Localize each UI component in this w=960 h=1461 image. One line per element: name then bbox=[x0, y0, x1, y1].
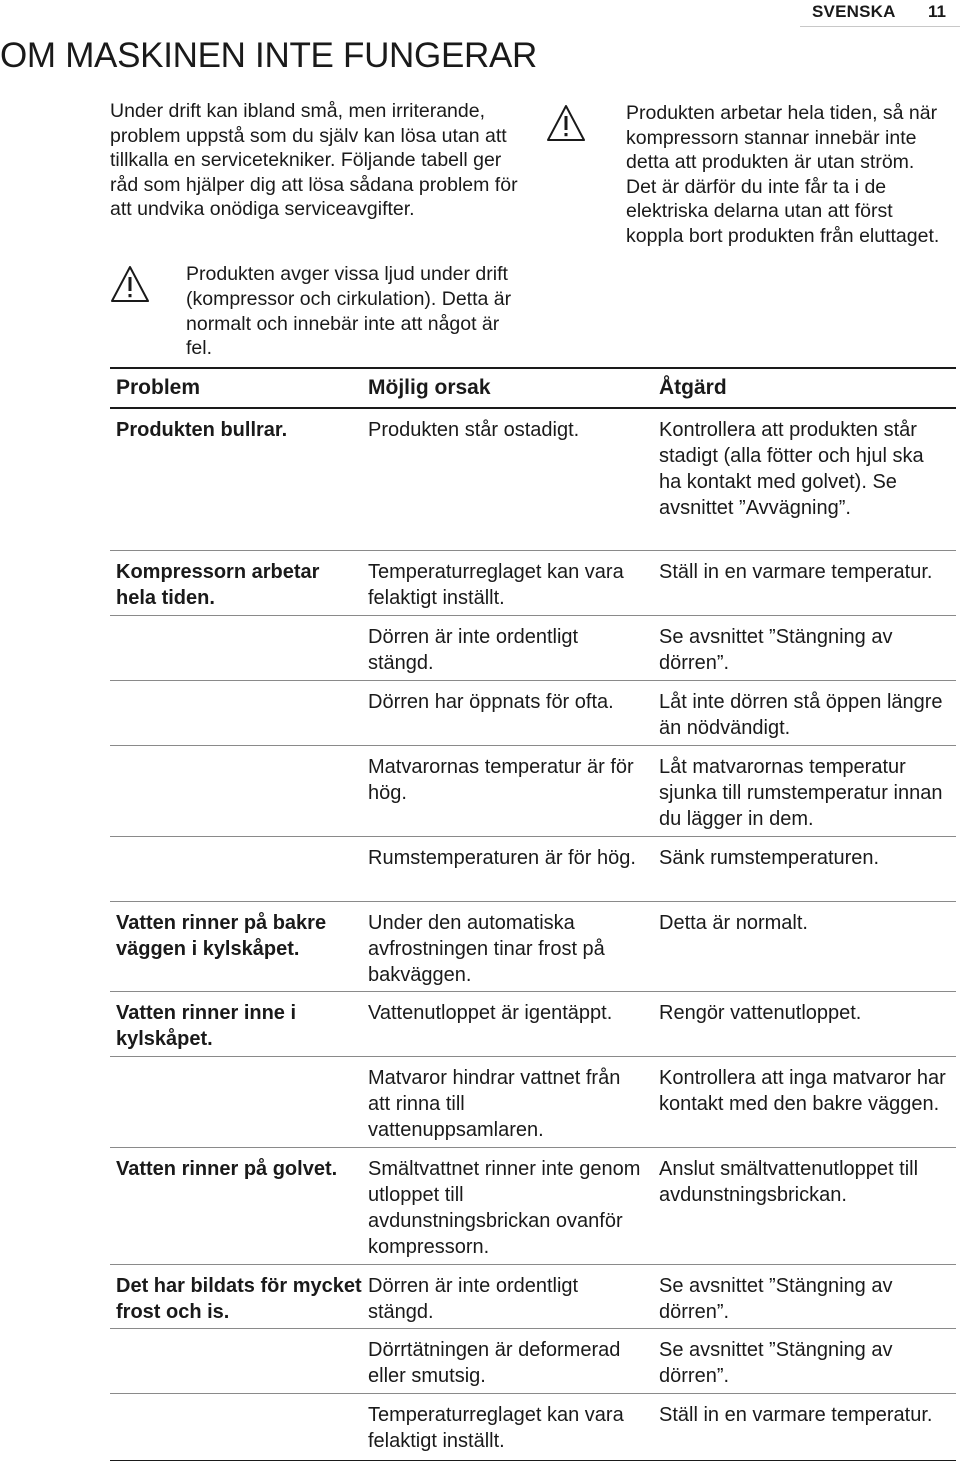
problem-cell: Produkten bullrar. bbox=[116, 419, 288, 441]
table-row bbox=[110, 407, 956, 550]
problem-cell: Vatten rinner inne i kylskåpet. bbox=[116, 1002, 297, 1050]
table-row bbox=[110, 1393, 956, 1461]
warning-triangle-icon bbox=[110, 265, 150, 303]
problem-cell: Det har bildats för mycket frost och is. bbox=[116, 1275, 362, 1323]
action-cell: Kontrollera att inga matvaror har kontakt med den bakre väggen. bbox=[659, 1067, 946, 1115]
problem-cell bbox=[110, 1394, 362, 1460]
action-cell: Kontrollera att produkten står stadigt (alla fötter och hjul ska ha kontakt med golvet). Se avsnittet ”Avvägning”. bbox=[659, 419, 924, 519]
table-row bbox=[110, 1328, 956, 1393]
cause-cell: Under den automatiska avfrostningen tinar frost på bakväggen. bbox=[368, 912, 605, 986]
cause-cell: Matvaror hindrar vattnet från att rinna till vattenuppsamlaren. bbox=[368, 1067, 621, 1141]
action-cell: Anslut smältvattenutloppet till avdunstningsbrickan. bbox=[659, 1158, 919, 1206]
problem-cell bbox=[110, 681, 362, 745]
warning-noise-text: Produkten avger vissa ljud under drift (kompressor och cirkulation). Detta är normalt och innebär inte att något är fel. bbox=[186, 263, 512, 360]
table-row bbox=[110, 1056, 956, 1147]
cause-cell: Dörrtätningen är deformerad eller smutsig. bbox=[368, 1339, 621, 1387]
problem-cell: Kompressorn arbetar hela tiden. bbox=[116, 561, 320, 609]
table-header-row bbox=[110, 367, 956, 407]
table-row bbox=[110, 901, 956, 991]
problem-cell bbox=[110, 1057, 362, 1147]
page-title: OM MASKINEN INTE FUNGERAR bbox=[0, 36, 537, 75]
troubleshooting-table bbox=[110, 367, 956, 1461]
problem-cell bbox=[110, 746, 362, 836]
table-row bbox=[110, 1147, 956, 1264]
problem-cell: Vatten rinner på bakre väggen i kylskåpet. bbox=[116, 912, 327, 960]
table-row bbox=[110, 550, 956, 615]
header-language: SVENSKA bbox=[812, 2, 896, 21]
action-cell: Sänk rumstemperaturen. bbox=[659, 847, 880, 869]
action-cell: Låt inte dörren stå öppen längre än nödvändigt. bbox=[659, 691, 943, 739]
action-cell: Ställ in en varmare temperatur. bbox=[659, 561, 933, 583]
cause-cell: Rumstemperaturen är för hög. bbox=[368, 847, 636, 869]
cause-cell: Dörren har öppnats för ofta. bbox=[368, 691, 614, 713]
warning-power-text: Produkten arbetar hela tiden, så när kompressorn stannar innebär inte detta att produkten är utan ström. Det är därför du inte får ta i de elektriska delarna utan att först koppla bort produkten från eluttaget. bbox=[626, 102, 940, 247]
header-cause: Möjlig orsak bbox=[368, 376, 491, 399]
header-problem: Problem bbox=[116, 376, 201, 399]
action-cell: Detta är normalt. bbox=[659, 912, 808, 934]
cause-cell: Matvarornas temperatur är för hög. bbox=[368, 756, 634, 804]
cause-cell: Temperaturreglaget kan vara felaktigt inställt. bbox=[368, 561, 624, 609]
table-row bbox=[110, 991, 956, 1056]
table-row bbox=[110, 1264, 956, 1328]
action-cell: Ställ in en varmare temperatur. bbox=[659, 1404, 933, 1426]
problem-cell bbox=[110, 1329, 362, 1393]
header-divider bbox=[800, 26, 960, 27]
header-action: Åtgärd bbox=[659, 376, 727, 399]
action-cell: Låt matvarornas temperatur sjunka till rumstemperatur innan du lägger in dem. bbox=[659, 756, 943, 830]
cause-cell: Dörren är inte ordentligt stängd. bbox=[368, 626, 579, 674]
table-row bbox=[110, 745, 956, 836]
problem-cell: Vatten rinner på golvet. bbox=[116, 1158, 338, 1180]
action-cell: Rengör vattenutloppet. bbox=[659, 1002, 862, 1024]
cause-cell: Produkten står ostadigt. bbox=[368, 419, 580, 441]
cause-cell: Dörren är inte ordentligt stängd. bbox=[368, 1275, 579, 1323]
action-cell: Se avsnittet ”Stängning av dörren”. bbox=[659, 626, 893, 674]
problem-cell bbox=[110, 837, 362, 901]
cause-cell: Smältvattnet rinner inte genom utloppet till avdunstningsbrickan ovanför kompressorn. bbox=[368, 1158, 641, 1258]
warning-triangle-icon bbox=[546, 104, 586, 142]
table-row bbox=[110, 615, 956, 680]
cause-cell: Vattenutloppet är igentäppt. bbox=[368, 1002, 613, 1024]
intro-paragraph: Under drift kan ibland små, men irriterande, problem uppstå som du själv kan lösa utan att tillkalla en servicetekniker. Följande tabell ger råd som hjälper dig att lösa sådana problem för att undvika onödiga serviceavgifter. bbox=[110, 100, 518, 220]
table-row bbox=[110, 836, 956, 901]
table-row bbox=[110, 680, 956, 745]
action-cell: Se avsnittet ”Stängning av dörren”. bbox=[659, 1275, 893, 1323]
page-number: 11 bbox=[928, 2, 946, 21]
action-cell: Se avsnittet ”Stängning av dörren”. bbox=[659, 1339, 893, 1387]
problem-cell bbox=[110, 616, 362, 680]
cause-cell: Temperaturreglaget kan vara felaktigt inställt. bbox=[368, 1404, 624, 1452]
